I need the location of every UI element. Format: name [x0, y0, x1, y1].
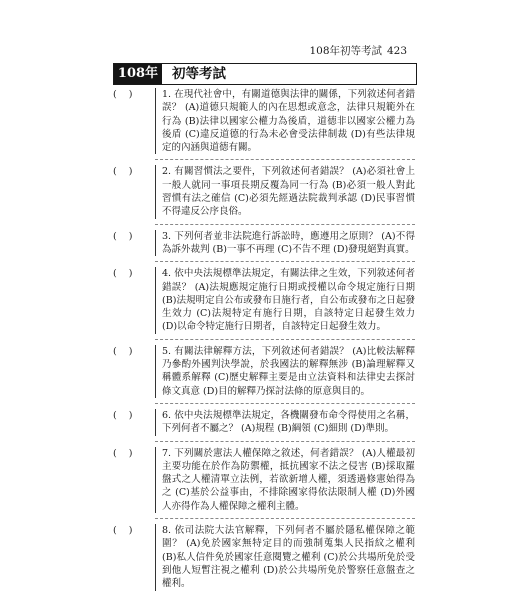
- question-text: 7. 下列關於憲法人權保障之敘述，何者錯誤？ (A)人權最初主要功能在於作為防禦權，抵抗國家不法之侵害 (B)採取羅盤式之人權清單立法例，若欲新增人權，須透過修憲始得為之 (C)基於公益事由，不排除國家得依法限制人權 (D)外國人亦得作為人權保障之權利主體。: [155, 447, 415, 513]
- question-divider: [155, 261, 415, 262]
- question-item: [113, 230, 415, 257]
- question-divider: [155, 224, 415, 225]
- answer-blank[interactable]: ( ): [113, 345, 133, 357]
- question-item: [113, 409, 415, 436]
- answer-blank[interactable]: ( ): [113, 230, 133, 242]
- question-text: 5. 有關法律解釋方法，下列敘述何者錯誤？ (A)比較法解釋乃參酌外國判決學說，於我國法的解釋無涉 (B)論理解釋又稱體系解釋 (C)歷史解釋主要是由立法資料和法律史去探討條文真意 (D)目的解釋乃探討法條的原意與目的。: [155, 345, 415, 398]
- running-header-title: 108年初等考試: [309, 45, 382, 57]
- question-item: [113, 165, 415, 218]
- question-item: [113, 345, 415, 398]
- question-text: 2. 有關習慣法之要件，下列敘述何者錯誤？ (A)必須社會上一般人就同一事項長期反覆為同一行為 (B)必須一般人對此習慣有法之確信 (C)必須先經過法院裁判承認 (D)民事習慣不得違反公序良俗。: [155, 165, 415, 218]
- answer-blank[interactable]: ( ): [113, 268, 133, 280]
- question-divider: [155, 339, 415, 340]
- question-item: [113, 88, 415, 154]
- question-divider: [155, 159, 415, 160]
- answer-blank[interactable]: ( ): [113, 525, 133, 537]
- question-text: 3. 下列何者並非法院進行訴訟時，應遵用之原則？ (A)不得為訴外裁判 (B)一事不再理 (C)不告不理 (D)發現絕對真實。: [155, 230, 415, 257]
- page-number: 423: [386, 45, 407, 57]
- question-text: 4. 依中央法規標準法規定，有關法律之生效，下列敘述何者錯誤？ (A)法規應規定施行日期或授權以命令規定施行日期 (B)法規明定自公布或發布日施行者，自公布或發布之日起發生效力 (C)法規特定有施行日期，自該特定日起發生效力 (D)以命令特定施行日期者，自該特定日起發生效力。: [155, 267, 415, 333]
- question-list: [113, 88, 415, 591]
- section-heading: [113, 63, 417, 85]
- question-item: [113, 524, 415, 590]
- answer-blank[interactable]: ( ): [113, 447, 133, 459]
- question-divider: [155, 518, 415, 519]
- question-divider: [155, 403, 415, 404]
- question-text: 8. 依司法院大法官解釋，下列何者不屬於隱私權保障之範圍？ (A)免於國家無特定目的而強制蒐集人民指紋之權利 (B)私人信件免於國家任意閱覽之權利 (C)於公共場所免於受到他人短暫注視之權利 (D)於公共場所免於警察任意盤查之權利。: [155, 524, 415, 590]
- answer-blank[interactable]: ( ): [113, 409, 133, 421]
- question-item: [113, 447, 415, 513]
- running-header: [0, 44, 520, 58]
- section-title: 初等考試: [172, 66, 226, 82]
- question-divider: [155, 441, 415, 442]
- question-text: 6. 依中央法規標準法規定，各機關發布命令得使用之名稱，下列何者不屬之？ (A)規程 (B)綱領 (C)細則 (D)準則。: [155, 409, 415, 436]
- question-item: [113, 267, 415, 333]
- answer-blank[interactable]: ( ): [113, 89, 133, 100]
- question-text: 1. 在現代社會中，有關道德與法律的關係，下列敘述何者錯誤？ (A)道德只規範人的內在思想或意念，法律只規範外在行為 (B)法律以國家公權力為後盾，道德非以國家公權力為後盾 (C)違反道德的行為未必會受法律制裁 (D)有些法律規定的內涵與道德有關。: [155, 88, 415, 154]
- section-year-tag: 108年: [114, 64, 162, 84]
- answer-blank[interactable]: ( ): [113, 166, 133, 178]
